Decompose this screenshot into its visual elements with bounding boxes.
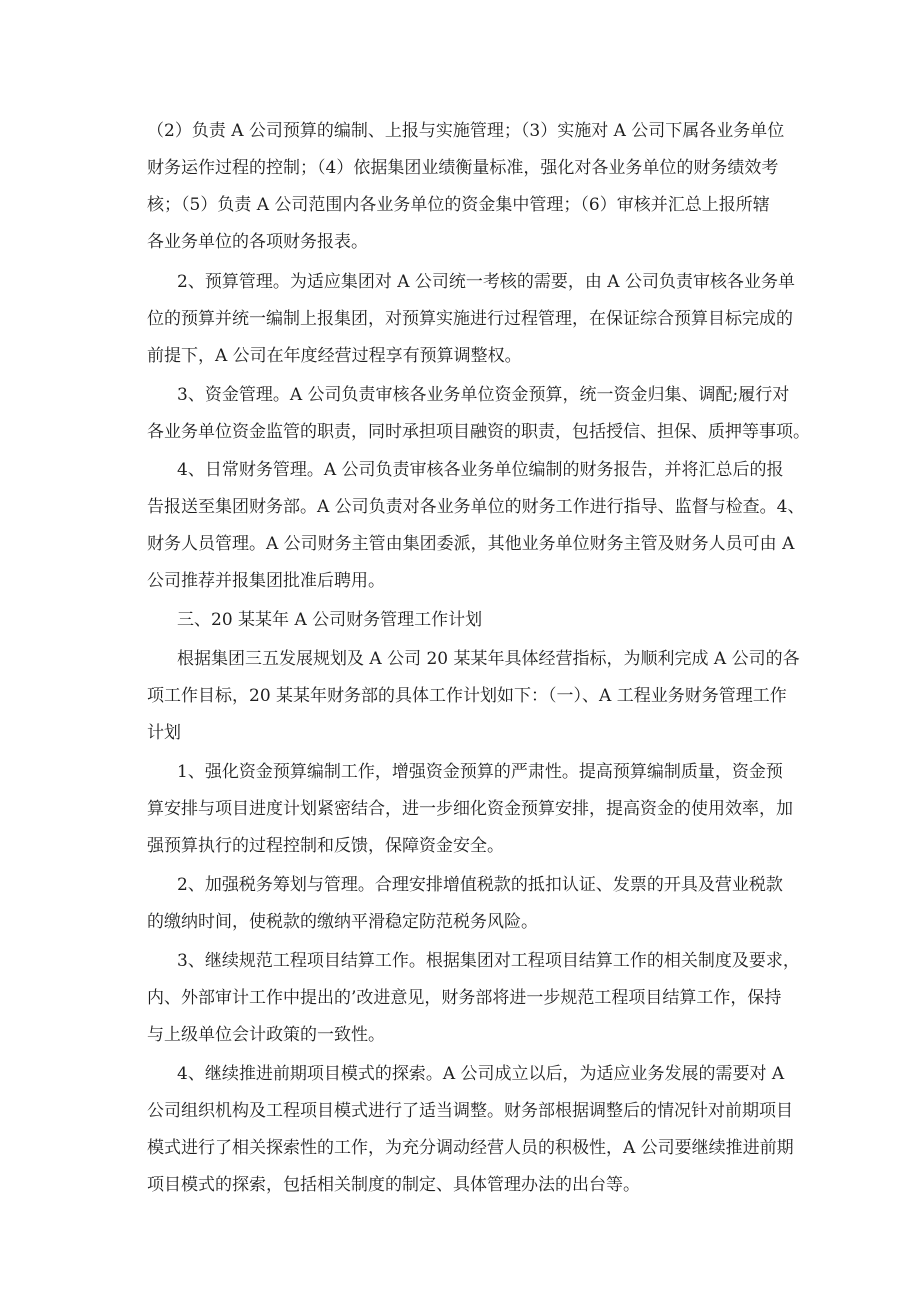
text-line: 4、继续推进前期项目模式的探索。A 公司成立以后，为适应业务发展的需要对 A xyxy=(177,1064,785,1084)
text-line: 1、强化资金预算编制工作，增强资金预算的严肃性。提高预算编制质量，资金预 xyxy=(177,762,783,782)
text-line: 模式进行了相关探索性的工作，为充分调动经营人员的积极性，A 公司要继续推进前期 xyxy=(147,1138,794,1158)
text-line: 前提下，A 公司在年度经营过程享有预算调整权。 xyxy=(147,346,522,366)
text-line: 强预算执行的过程控制和反馈，保障资金安全。 xyxy=(147,836,504,856)
text-line: 各业务单位的各项财务报表。 xyxy=(147,232,368,252)
text-line: 项目模式的探索，包括相关制度的制定、具体管理办法的出台等。 xyxy=(147,1175,640,1195)
text-line: 各业务单位资金监管的职责，同时承担项目融资的职责，包括授信、担保、质押等事项。 xyxy=(147,422,810,442)
text-line: 核；（5）负责 A 公司范围内各业务单位的资金集中管理；（6）审核并汇总上报所辖 xyxy=(147,195,770,215)
text-line: （2）负责 A 公司预算的编制、上报与实施管理；（3）实施对 A 公司下属各业务单位 xyxy=(147,121,785,141)
text-line: 3、资金管理。A 公司负责审核各业务单位资金预算，统一资金归集、调配;履行对 xyxy=(177,385,790,405)
text-line: 财务人员管理。A 公司财务主管由集团委派，其他业务单位财务主管及财务人员可由 A xyxy=(147,534,795,554)
text-line: 2、加强税务筹划与管理。合理安排增值税款的抵扣认证、发票的开具及营业税款 xyxy=(177,875,783,895)
text-line: 项工作目标，20 某某年财务部的具体工作计划如下：（一）、A 工程业务财务管理工作 xyxy=(147,686,787,706)
text-line: 内、外部审计工作中提出的’改进意见，财务部将进一步规范工程项目结算工作，保持 xyxy=(147,988,782,1008)
text-line: 位的预算并统一编制上报集团，对预算实施进行过程管理，在保证综合预算目标完成的 xyxy=(147,309,793,329)
text-line: 财务运作过程的控制；（4）依据集团业绩衡量标准，强化对各业务单位的财务绩效考 xyxy=(147,158,779,178)
text-line: 3、继续规范工程项目结算工作。根据集团对工程项目结算工作的相关制度及要求， xyxy=(177,951,800,971)
text-line: 算安排与项目进度计划紧密结合，进一步细化资金预算安排，提高资金的使用效率，加 xyxy=(147,799,793,819)
text-line: 4、日常财务管理。A 公司负责审核各业务单位编制的财务报告，并将汇总后的报 xyxy=(177,460,784,480)
text-line: 公司组织机构及工程项目模式进行了适当调整。财务部根据调整后的情况针对前期项目 xyxy=(147,1101,793,1121)
section-heading: 三、20 某某年 A 公司财务管理工作计划 xyxy=(177,610,483,630)
text-line: 与上级单位会计政策的一致性。 xyxy=(147,1025,385,1045)
text-line: 告报送至集团财务部。A 公司负责对各业务单位的财务工作进行指导、监督与检查。4、 xyxy=(147,497,805,517)
text-line: 2、预算管理。为适应集团对 A 公司统一考核的需要，由 A 公司负责审核各业务单 xyxy=(177,272,795,292)
text-line: 公司推荐并报集团批准后聘用。 xyxy=(147,571,385,591)
text-line: 根据集团三五发展规划及 A 公司 20 某某年具体经营指标，为顺利完成 A 公司的各 xyxy=(177,649,800,669)
text-line: 计划 xyxy=(147,723,181,743)
text-line: 的缴纳时间，使税款的缴纳平滑稳定防范税务风险。 xyxy=(147,912,538,932)
